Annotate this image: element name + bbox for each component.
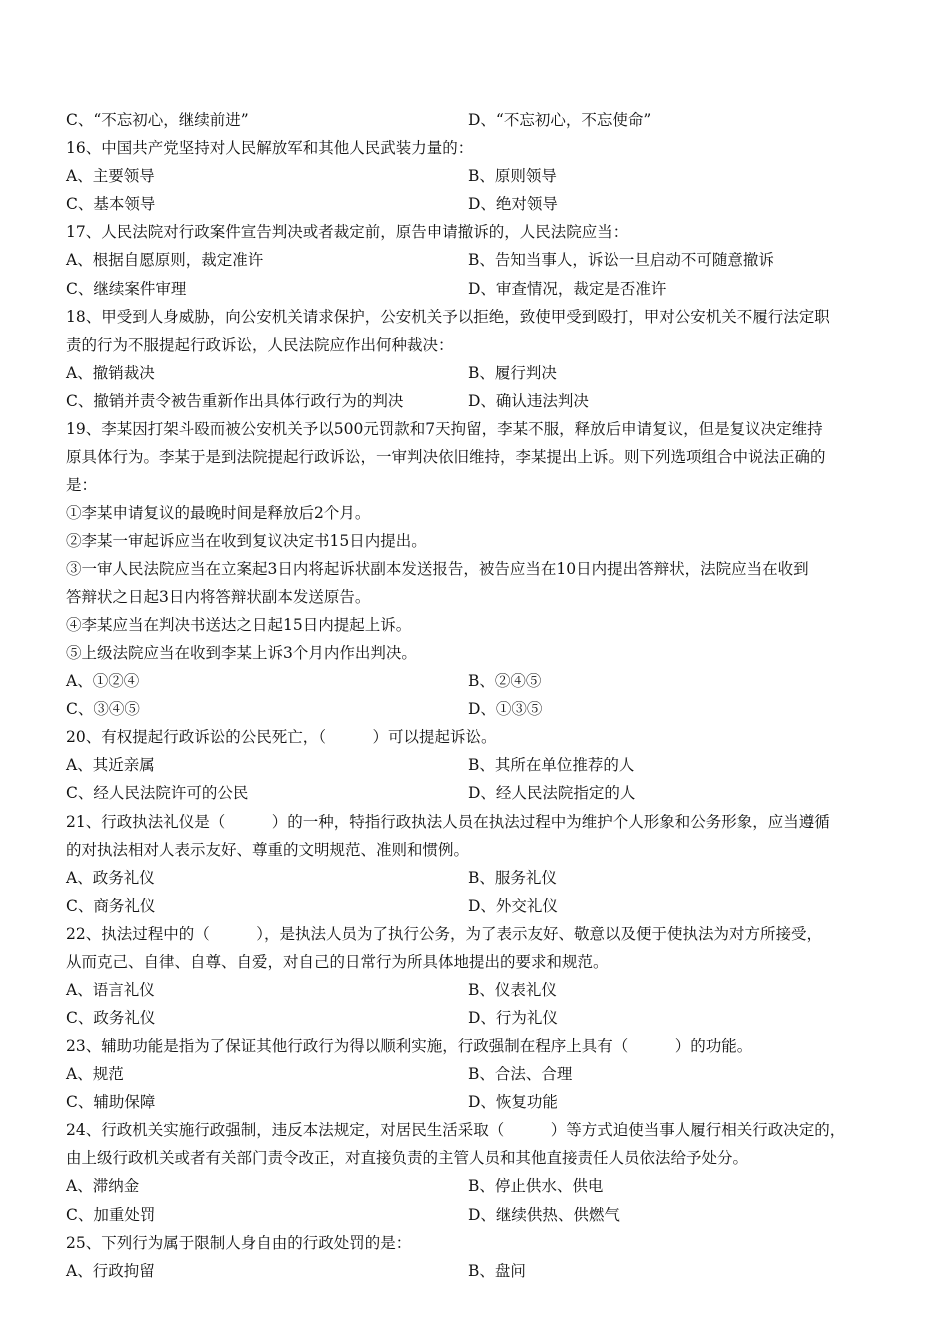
q18-option-d: D、确认违法判决 [468, 392, 589, 410]
q21-option-a: A、政务礼仪 [66, 869, 155, 887]
q22-option-b: B、仪表礼仪 [468, 981, 557, 999]
q19-option-b: B、②④⑤ [468, 672, 542, 690]
q23-option-c: C、辅助保障 [66, 1093, 156, 1111]
q23-option-b: B、合法、合理 [468, 1065, 573, 1083]
q22-option-c: C、政务礼仪 [66, 1009, 156, 1027]
q20-option-b: B、其所在单位推荐的人 [468, 756, 635, 774]
q18-option-b: B、履行判决 [468, 364, 557, 382]
q24-option-c: C、加重处罚 [66, 1206, 156, 1224]
q19-stem-line-1: 19、李某因打架斗殴而被公安机关予以500元罚款和7天拘留，李某不服，释放后申请复议，但是复议决定维持 [66, 420, 823, 438]
q16-option-d: D、绝对领导 [468, 195, 558, 213]
q23-option-d: D、恢复功能 [468, 1093, 558, 1111]
q25-stem: 25、下列行为属于限制人身自由的行政处罚的是： [66, 1234, 412, 1252]
q21-option-d: D、外交礼仪 [468, 897, 558, 915]
q25-option-a: A、行政拘留 [66, 1262, 155, 1280]
q22-stem-line-1: 22、执法过程中的（ ），是执法人员为了执行公务，为了表示友好、敬意以及便于使执法为对方所接受， [66, 925, 822, 943]
q17-option-a: A、根据自愿原则，裁定准许 [66, 251, 264, 269]
q17-option-d: D、审查情况，裁定是否准许 [468, 280, 667, 298]
q19-statement-3-line-1: ③一审人民法院应当在立案起3日内将起诉状副本发送报告，被告应当在10日内提出答辩状，法院应当在收到 [66, 560, 809, 578]
q21-option-c: C、商务礼仪 [66, 897, 156, 915]
q18-stem-line-1: 18、甲受到人身威胁，向公安机关请求保护，公安机关予以拒绝，致使甲受到殴打，甲对公安机关不履行法定职 [66, 308, 830, 326]
q15-option-c: C、“不忘初心，继续前进” [66, 111, 249, 129]
q19-option-c: C、③④⑤ [66, 700, 140, 718]
q19-option-d: D、①③⑤ [468, 700, 543, 718]
q16-option-b: B、原则领导 [468, 167, 557, 185]
q21-stem-line-1: 21、行政执法礼仪是（ ）的一种，特指行政执法人员在执法过程中为维护个人形象和公务形象，应当遵循 [66, 813, 830, 831]
q19-statement-3-line-2: 答辩状之日起3日内将答辩状副本发送原告。 [66, 588, 371, 606]
q20-option-a: A、其近亲属 [66, 756, 155, 774]
q23-option-a: A、规范 [66, 1065, 124, 1083]
q16-option-c: C、基本领导 [66, 195, 156, 213]
q20-option-c: C、经人民法院许可的公民 [66, 784, 249, 802]
q21-option-b: B、服务礼仪 [468, 869, 557, 887]
q22-option-d: D、行为礼仪 [468, 1009, 558, 1027]
q25-option-b: B、盘问 [468, 1262, 526, 1280]
q24-stem-line-2: 由上级行政机关或者有关部门责令改正，对直接负责的主管人员和其他直接责任人员依法给予处分。 [66, 1149, 749, 1167]
q18-option-c: C、撤销并责令被告重新作出具体行政行为的判决 [66, 392, 404, 410]
q15-option-d: D、“不忘初心，不忘使命” [468, 111, 652, 129]
q20-stem: 20、有权提起行政诉讼的公民死亡，（ ）可以提起诉讼。 [66, 728, 497, 746]
q19-statement-5: ⑤上级法院应当在收到李某上诉3个月内作出判决。 [66, 644, 417, 662]
q17-stem: 17、人民法院对行政案件宣告判决或者裁定前，原告申请撤诉的，人民法院应当： [66, 223, 629, 241]
q22-option-a: A、语言礼仪 [66, 981, 155, 999]
q19-stem-line-2: 原具体行为。李某于是到法院提起行政诉讼，一审判决依旧维持，李某提出上诉。则下列选项组合中说法正确的 [66, 448, 826, 466]
q19-statement-2: ②李某一审起诉应当在收到复议决定书15日内提出。 [66, 532, 427, 550]
q18-stem-line-2: 责的行为不服提起行政诉讼，人民法院应作出何种裁决： [66, 336, 454, 354]
q18-option-a: A、撤销裁决 [66, 364, 155, 382]
q24-option-d: D、继续供热、供燃气 [468, 1206, 620, 1224]
q24-option-b: B、停止供水、供电 [468, 1177, 604, 1195]
q19-statement-4: ④李某应当在判决书送达之日起15日内提起上诉。 [66, 616, 412, 634]
q19-statement-1: ①李某申请复议的最晚时间是释放后2个月。 [66, 504, 371, 522]
q17-option-c: C、继续案件审理 [66, 280, 187, 298]
q24-stem-line-1: 24、行政机关实施行政强制，违反本法规定，对居民生活采取（ ）等方式迫使当事人履行相关行政决定的， [66, 1121, 846, 1139]
q16-stem: 16、中国共产党坚持对人民解放军和其他人民武装力量的： [66, 139, 474, 157]
q21-stem-line-2: 的对执法相对人表示友好、尊重的文明规范、准则和惯例。 [66, 841, 470, 859]
q16-option-a: A、主要领导 [66, 167, 155, 185]
q19-option-a: A、①②④ [66, 672, 140, 690]
q17-option-b: B、告知当事人，诉讼一旦启动不可随意撤诉 [468, 251, 774, 269]
q19-stem-line-3: 是： [66, 476, 98, 494]
q23-stem: 23、辅助功能是指为了保证其他行政行为得以顺利实施，行政强制在程序上具有（ ）的功能。 [66, 1037, 753, 1055]
q24-option-a: A、滞纳金 [66, 1177, 140, 1195]
q22-stem-line-2: 从而克己、自律、自尊、自爱，对自己的日常行为所具体地提出的要求和规范。 [66, 953, 609, 971]
q20-option-d: D、经人民法院指定的人 [468, 784, 636, 802]
